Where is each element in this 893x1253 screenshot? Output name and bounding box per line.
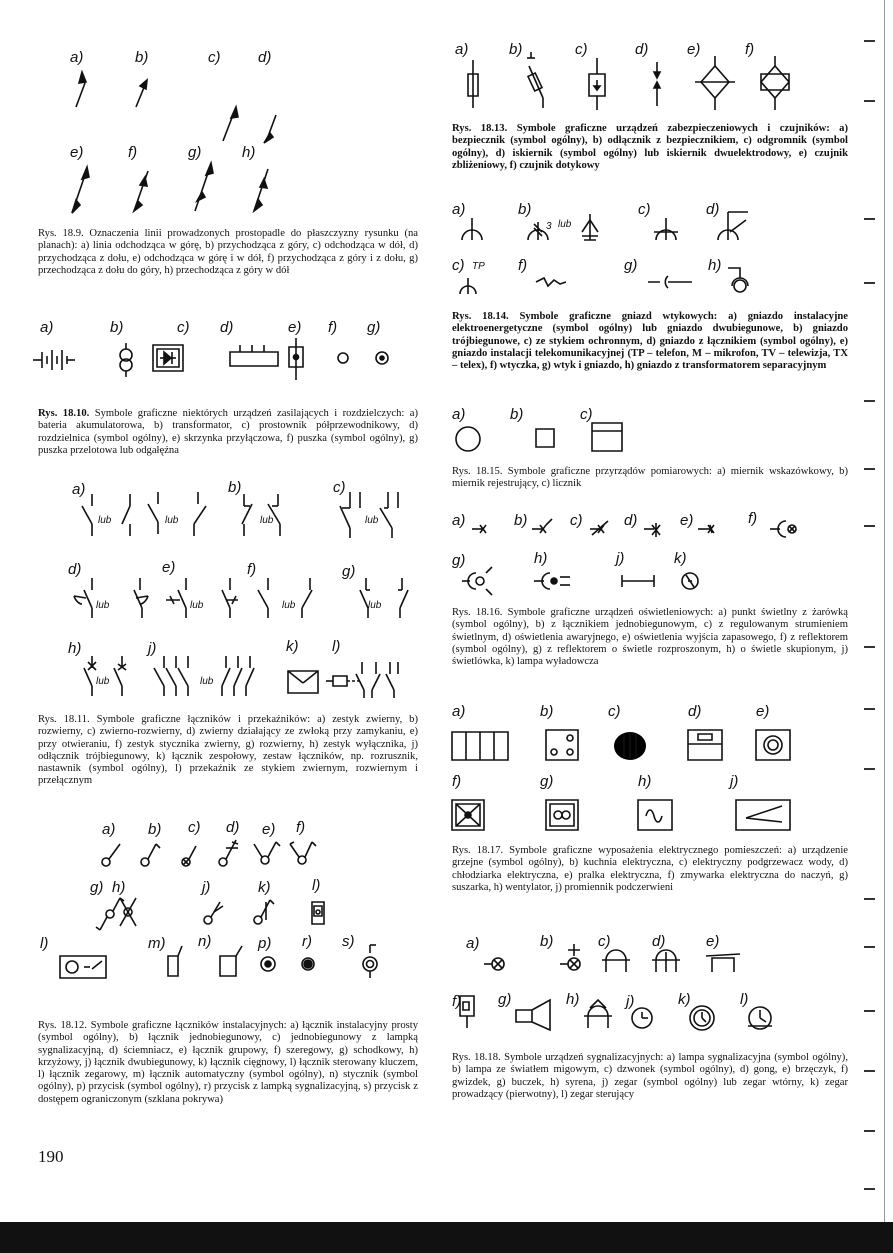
tp-text: TP bbox=[472, 261, 485, 272]
caption-18-12: Rys. 18.12. Symbole graficzne łączników instalacyjnych: a) łącznik instalacyjny prosty (symbol ogólny), b) łącznik jednobiegunowy, c) jednobiegunowy z lampką sygnalizacyjną, d) ściemniacz, e) łącznik grupowy, f) szeregowy, g) schodkowy, h) krzyżowy, j) łącznik dwubiegunowy, k) łącznik cięgnowy, l) łącznik sterowany kluczem, l) łącznik zegarowy, m) łącznik automatyczny (symbol ogólny), n) stycznik (symbol ogólny), p) przycisk (symbol ogólny), r) przycisk z lampką sygnalizacyjną, s) przycisk z dostępem ograniczonym (szklana pokrywa) bbox=[38, 1020, 418, 1105]
fig-label: c) bbox=[333, 479, 346, 496]
lub-text: lub bbox=[200, 676, 214, 687]
figure-18-16 bbox=[448, 505, 848, 605]
fig-label: d) bbox=[220, 319, 234, 336]
fig-label: b) bbox=[540, 933, 554, 950]
fig-label: s) bbox=[342, 933, 355, 950]
figure-18-11 bbox=[30, 478, 420, 708]
caption-lead: Rys. 18.13. bbox=[452, 123, 508, 134]
fig-label: c) bbox=[452, 257, 465, 274]
sub-3: 3 bbox=[546, 221, 552, 232]
figure-18-15 bbox=[448, 403, 848, 458]
edge-mark bbox=[864, 946, 875, 948]
caption-18-17: Rys. 18.17. Symbole graficzne wyposażenia elektrycznego pomieszczeń: a) urządzenie grzejne (symbol ogólny), b) kuchnia elektryczna, c) elektryczny podgrzewacz wody, d) chłodziarka elektryczna, e) pralka elektryczna, f) zmywarka elektryczna do naczyń, g) suszarka, h) wentylator, j) promiennik podczerwieni bbox=[452, 845, 848, 893]
scan-bottom-bar bbox=[0, 1222, 893, 1253]
caption-18-11: Rys. 18.11. Symbole graficzne łączników i przekaźników: a) zestyk zwierny, b) rozwierny, c) zwierno-rozwierny, d) zwierny działający ze zwłoką przy zamykaniu, e) przy otwieraniu, f) zestyk stycznika zwierny, g) rozwierny, h) zestyk wyłącznika, j) odłącznik trójbiegunowy, k) łącznik zespołowy, zestaw łączników, np. rozrusznik, nastawnik (symbol ogólny), l) przekaźnik ze stykiem zwiernym, rozwiernym i przełącznym bbox=[38, 714, 418, 787]
fig-label: c) bbox=[208, 49, 221, 66]
fig-label: g) bbox=[188, 144, 202, 161]
fig-label: m) bbox=[148, 935, 166, 952]
lub-text: lub bbox=[96, 676, 110, 687]
caption-lead: Rys. 18.14. bbox=[452, 311, 509, 322]
fig-label: a) bbox=[452, 703, 466, 720]
edge-mark bbox=[864, 1188, 875, 1190]
figure-18-17 bbox=[448, 700, 848, 840]
fig-label: g) bbox=[624, 257, 638, 274]
fig-label: g) bbox=[90, 879, 104, 896]
fig-label: h) bbox=[68, 640, 82, 657]
page-edge-line bbox=[884, 0, 885, 1222]
fig-label: k) bbox=[674, 550, 687, 567]
fig-label: g) bbox=[452, 552, 466, 569]
lighting-symbols bbox=[448, 505, 848, 605]
fig-label: c) bbox=[608, 703, 621, 720]
fig-label: f) bbox=[745, 41, 755, 58]
edge-mark bbox=[864, 768, 875, 770]
edge-mark bbox=[864, 1070, 875, 1072]
caption-text: Symbole graficzne niektórych urządzeń zasilających i rozdzielczych: a) bateria akumulatorowa, b) transformator, c) prostownik półprzewodnikowy, d) rozdzielnica (symbol ogólny), e) skrzynka przyłączowa, f) puszka (symbol ogólny), g) puszka przelotowa lub odgałęźna bbox=[38, 408, 418, 456]
caption-18-9: Rys. 18.9. Oznaczenia linii prowadzonych prostopadle do płaszczyzny rysunku (na planach): a) linia odchodząca w górę, b) przychodząca z góry, c) odchodząca w dół, d) przychodząca z dołu, e) odchodząca w górę i w dół, f) przychodząca z góry i z dołu, g) przechodząca z dołu do góry, h) przechodząca z góry w dół bbox=[38, 228, 418, 276]
fig-label: k) bbox=[258, 879, 271, 896]
edge-mark bbox=[864, 282, 875, 284]
fig-label: a) bbox=[72, 481, 86, 498]
fig-label: b) bbox=[110, 319, 124, 336]
figure-18-14 bbox=[448, 198, 848, 298]
protection-sensor-symbols bbox=[445, 38, 845, 116]
fig-label: j) bbox=[626, 993, 635, 1010]
fig-label: j) bbox=[148, 640, 157, 657]
fig-label: d) bbox=[68, 561, 82, 578]
figure-18-18 bbox=[448, 930, 848, 1050]
fig-label: j) bbox=[730, 773, 739, 790]
fig-label: h) bbox=[566, 991, 580, 1008]
edge-mark bbox=[864, 400, 875, 402]
fig-label: a) bbox=[40, 319, 54, 336]
caption-text: Symbole graficzne gniazd wtykowych: a) gniazdo instalacyjne elektroenergetyczne (symbol ogólny) lub gniazdo dwubiegunowe, b) gniazdo trójbiegunowe, c) ze stykiem ochronnym, d) gniazdo z łącznikiem (symbol ogólny), e) gniazdo instalacji telekomunikacyjnej (TP – telefon, M – mikrofon, TV – telewizja, TX – telex), f) wtyczka, g) wtyk i gniazdo, h) gniazdo z transformatorem separacyjnym bbox=[452, 311, 848, 372]
edge-mark bbox=[864, 218, 875, 220]
edge-mark bbox=[864, 898, 875, 900]
edge-mark bbox=[864, 40, 875, 42]
lub-text: lub bbox=[96, 600, 110, 611]
fig-label: d) bbox=[635, 41, 649, 58]
fig-label: b) bbox=[135, 49, 149, 66]
fig-label: c) bbox=[638, 201, 651, 218]
fig-label: g) bbox=[498, 991, 512, 1008]
lub-text: lub bbox=[558, 219, 572, 230]
fig-label: b) bbox=[514, 512, 528, 529]
fig-label: h) bbox=[638, 773, 652, 790]
page-edge bbox=[873, 0, 893, 1222]
caption-text: Symbole graficzne urządzeń zabezpieczeniowych i czujników: a) bezpiecznik (symbol ogólny), b) odłącznik z bezpiecznikiem, c) odgromnik (symbol ogólny), d) iskiernik (symbol ogólny) lub iskiernik dwuelektrodowy, e) czujnik zbliżeniowy, f) czujnik dotykowy bbox=[452, 123, 849, 171]
fig-label: a) bbox=[455, 41, 469, 58]
fig-label: n) bbox=[198, 933, 212, 950]
lub-text: lub bbox=[260, 515, 274, 526]
lub-text: lub bbox=[282, 600, 296, 611]
edge-mark bbox=[864, 708, 875, 710]
fig-label: d) bbox=[624, 512, 638, 529]
fig-label: l) bbox=[740, 991, 749, 1008]
fig-label: l) bbox=[312, 877, 321, 894]
fig-label: e) bbox=[262, 821, 276, 838]
fig-label: a) bbox=[70, 49, 84, 66]
fig-label: b) bbox=[510, 406, 524, 423]
caption-18-18: Rys. 18.18. Symbole urządzeń sygnalizacyjnych: a) lampa sygnalizacyjna (symbol ogólny), b) lampa ze światłem migowym, c) dzwonek (symbol ogólny), d) gong, e) brzęczyk, f) gwizdek, g) buczek, h) syrena, j) zegar (symbol ogólny) lub zegar wtórny, k) zegar prowadzący (pierwotny), l) zegar sterujący bbox=[452, 1052, 848, 1100]
fig-label: b) bbox=[228, 479, 242, 496]
fig-label: e) bbox=[70, 144, 84, 161]
fig-label: g) bbox=[540, 773, 554, 790]
fig-label: c) bbox=[575, 41, 588, 58]
line-direction-symbols bbox=[30, 45, 420, 225]
fig-label: f) bbox=[518, 257, 528, 274]
room-equipment-symbols bbox=[448, 700, 848, 840]
edge-mark bbox=[864, 100, 875, 102]
socket-symbols bbox=[448, 198, 848, 298]
figure-18-12 bbox=[40, 818, 420, 1018]
fig-label: b) bbox=[509, 41, 523, 58]
fig-label: b) bbox=[518, 201, 532, 218]
fig-label: f) bbox=[452, 773, 462, 790]
fig-label: f) bbox=[748, 510, 758, 527]
fig-label: d) bbox=[226, 819, 240, 836]
fig-label: f) bbox=[128, 144, 138, 161]
edge-mark bbox=[864, 646, 875, 648]
fig-label: c) bbox=[188, 819, 201, 836]
fig-label: e) bbox=[756, 703, 770, 720]
fig-label: d) bbox=[652, 933, 666, 950]
fig-label: f) bbox=[452, 993, 462, 1010]
fig-label: d) bbox=[706, 201, 720, 218]
fig-label: e) bbox=[687, 41, 701, 58]
installation-switch-symbols bbox=[40, 818, 420, 1018]
fig-label: f) bbox=[296, 819, 306, 836]
edge-mark bbox=[864, 1010, 875, 1012]
figure-18-10 bbox=[30, 318, 420, 383]
fig-label: l) bbox=[332, 638, 341, 655]
fig-label: a) bbox=[452, 512, 466, 529]
fig-label: p) bbox=[258, 935, 272, 952]
fig-label: e) bbox=[162, 559, 176, 576]
caption-18-13 bbox=[452, 123, 848, 172]
caption-lead: Rys. 18.10. bbox=[38, 408, 90, 419]
fig-label: e) bbox=[706, 933, 720, 950]
fig-label: c) bbox=[177, 319, 190, 336]
fig-label: c) bbox=[570, 512, 583, 529]
fig-label: a) bbox=[452, 406, 466, 423]
fig-label: g) bbox=[342, 563, 356, 580]
fig-label: a) bbox=[452, 201, 466, 218]
fig-label: b) bbox=[148, 821, 162, 838]
lub-text: lub bbox=[98, 515, 112, 526]
caption-18-14 bbox=[452, 311, 848, 372]
fig-label: c) bbox=[598, 933, 611, 950]
edge-mark bbox=[864, 525, 875, 527]
fig-label: h) bbox=[534, 550, 548, 567]
fig-label: k) bbox=[678, 991, 691, 1008]
fig-label: d) bbox=[688, 703, 702, 720]
edge-mark bbox=[864, 468, 875, 470]
fig-label: f) bbox=[247, 561, 257, 578]
fig-label: e) bbox=[680, 512, 694, 529]
fig-label: g) bbox=[367, 319, 381, 336]
figure-18-13 bbox=[445, 38, 845, 116]
figure-18-9 bbox=[30, 45, 420, 225]
fig-label: f) bbox=[328, 319, 338, 336]
switch-relay-symbols bbox=[30, 478, 420, 708]
page-number: 190 bbox=[38, 1147, 64, 1166]
fig-label: h) bbox=[708, 257, 722, 274]
fig-label: l) bbox=[40, 935, 49, 952]
fig-label: r) bbox=[302, 933, 312, 950]
edge-mark bbox=[864, 1130, 875, 1132]
fig-label: e) bbox=[288, 319, 302, 336]
fig-label: h) bbox=[242, 144, 256, 161]
fig-label: a) bbox=[102, 821, 116, 838]
lub-text: lub bbox=[165, 515, 179, 526]
lub-text: lub bbox=[365, 515, 379, 526]
lub-text: lub bbox=[190, 600, 204, 611]
power-supply-symbols bbox=[30, 318, 420, 383]
fig-label: b) bbox=[540, 703, 554, 720]
fig-label: k) bbox=[286, 638, 299, 655]
caption-18-16: Rys. 18.16. Symbole graficzne urządzeń oświetleniowych: a) punkt świetlny z żarówką (symbol ogólny), b) z łącznikiem jednobiegunowym, c) z regulowanym strumieniem świetlnym, d) oświetlenia awaryjnego, e) oświetlenia wyjścia zapasowego, f) z reflektorem (symbol ogólny), g) z reflektorem o świetle rozproszonym, h) o świetle skupionym, j) świetlówka, k) lampa wyładowcza bbox=[452, 607, 848, 668]
fig-label: h) bbox=[112, 879, 126, 896]
caption-18-10 bbox=[38, 408, 418, 457]
fig-label: j) bbox=[202, 879, 211, 896]
lub-text: lub bbox=[368, 600, 382, 611]
signalling-symbols bbox=[448, 930, 848, 1050]
caption-18-15: Rys. 18.15. Symbole graficzne przyrządów pomiarowych: a) miernik wskazówkowy, b) miernik rejestrujący, c) licznik bbox=[452, 466, 848, 490]
fig-label: a) bbox=[466, 935, 480, 952]
fig-label: j) bbox=[616, 550, 625, 567]
fig-label: c) bbox=[580, 406, 593, 423]
meter-symbols bbox=[448, 403, 848, 458]
fig-label: d) bbox=[258, 49, 272, 66]
